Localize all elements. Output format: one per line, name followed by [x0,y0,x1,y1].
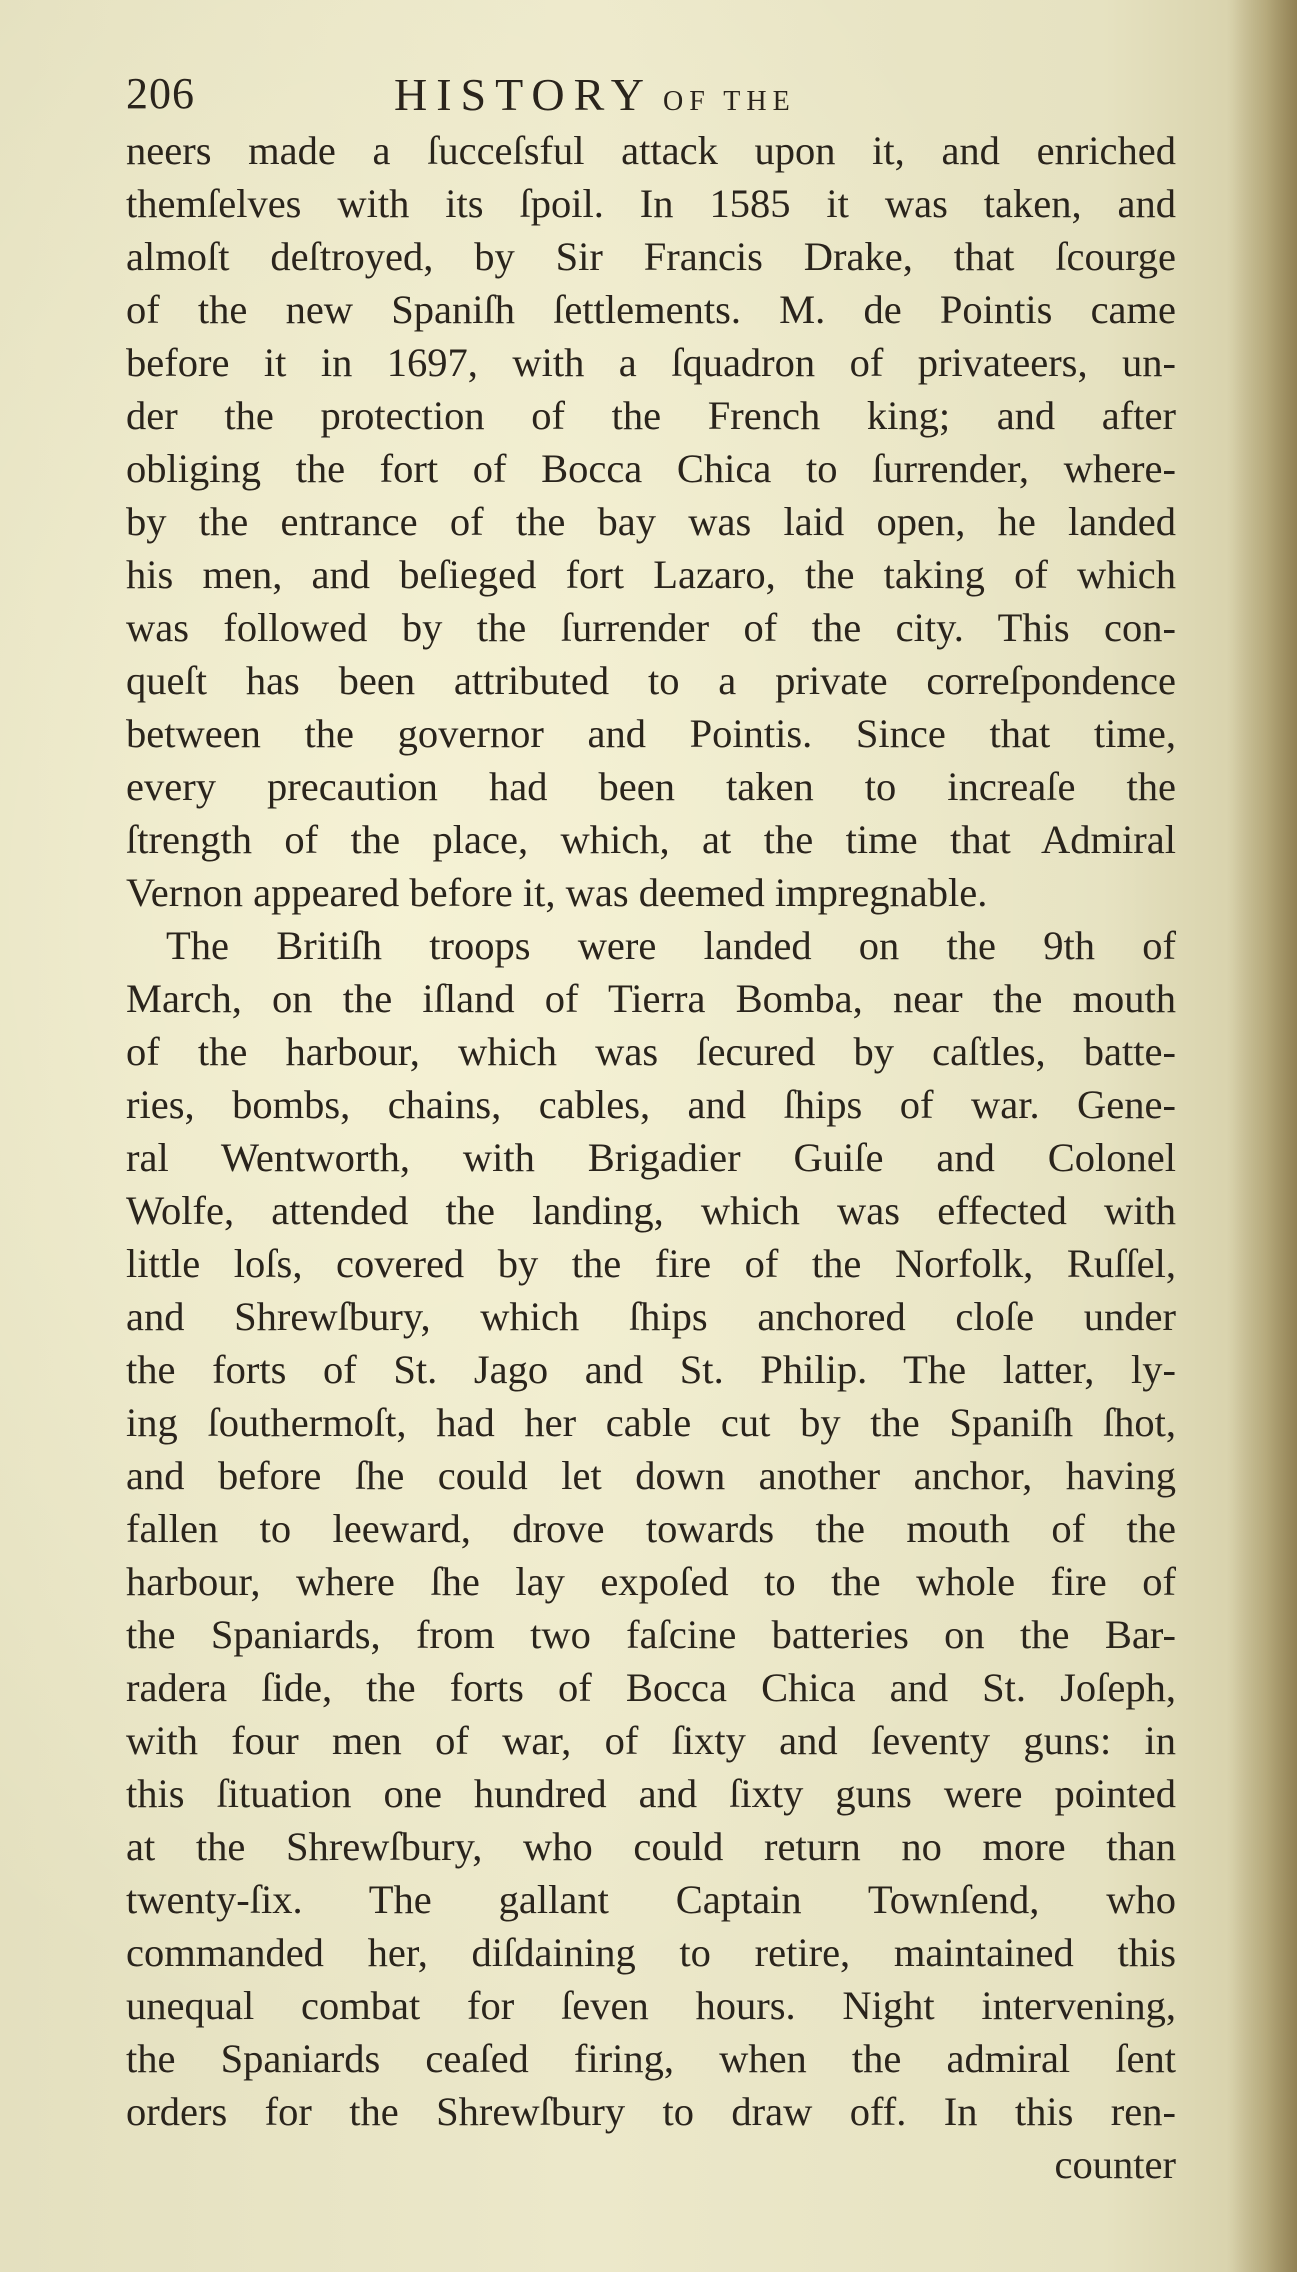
text-line: was followed by the ſurrender of the city. This con- [126,605,1176,650]
page-number: 206 [126,69,195,118]
text-line: unequal combat for ſeven hours. Night intervening, [126,1983,1176,2028]
text-line: his men, and beſieged fort Lazaro, the taking of which [126,552,1176,597]
spine-shadow [1227,0,1297,2272]
paragraph-first-line: The Britiſh troops were landed on the 9th of [166,923,1176,968]
text-line: almoſt deſtroyed, by Sir Francis Drake, that ſcourge [126,234,1176,279]
text-line: Vernon appeared before it, was deemed impregnable. [126,870,988,915]
text-line: ing ſouthermoſt, had her cable cut by the Spaniſh ſhot, [126,1400,1176,1445]
text-line: of the harbour, which was ſecured by caſtles, batte- [126,1029,1176,1074]
catchword: counter [1054,2142,1176,2187]
running-title-main: HISTORY [394,69,653,120]
text-line: the Spaniards, from two faſcine batteries on the Bar- [126,1612,1176,1657]
text-line: ral Wentworth, with Brigadier Guiſe and Colonel [126,1135,1176,1180]
running-head [126,68,1176,128]
text-line: queſt has been attributed to a private correſpondence [126,658,1176,703]
text-line: twenty-ſix. The gallant Captain Townſend, who [126,1877,1176,1922]
text-line: with four men of war, of ſixty and ſeventy guns: in [126,1718,1176,1763]
text-line: at the Shrewſbury, who could return no more than [126,1824,1176,1869]
text-line: der the protection of the French king; and after [126,393,1176,438]
text-line: orders for the Shrewſbury to draw off. In this ren- [126,2089,1176,2134]
text-line: before it in 1697, with a ſquadron of privateers, un- [126,340,1176,385]
body-text [126,124,1176,2191]
text-line: and Shrewſbury, which ſhips anchored cloſe under [126,1294,1176,1339]
text-line: fallen to leeward, drove towards the mouth of the [126,1506,1176,1551]
text-line: by the entrance of the bay was laid open, he landed [126,499,1176,544]
text-line: commanded her, diſdaining to retire, maintained this [126,1930,1176,1975]
text-line: the forts of St. Jago and St. Philip. The latter, ly- [126,1347,1176,1392]
running-title [394,68,796,121]
text-line: between the governor and Pointis. Since that time, [126,711,1176,756]
text-line: ries, bombs, chains, cables, and ſhips of war. Gene- [126,1082,1176,1127]
text-line: themſelves with its ſpoil. In 1585 it was taken, and [126,181,1176,226]
text-line: obliging the fort of Bocca Chica to ſurrender, where- [126,446,1176,491]
text-line: and before ſhe could let down another anchor, having [126,1453,1176,1498]
running-title-suffix: OF THE [662,86,796,117]
text-line: Wolfe, attended the landing, which was effected with [126,1188,1176,1233]
text-line: this ſituation one hundred and ſixty guns were pointed [126,1771,1176,1816]
text-line: harbour, where ſhe lay expoſed to the whole fire of [126,1559,1176,1604]
text-line: March, on the iſland of Tierra Bomba, near the mouth [126,976,1176,1021]
text-line: the Spaniards ceaſed firing, when the admiral ſent [126,2036,1176,2081]
text-line: every precaution had been taken to increaſe the [126,764,1176,809]
text-line: of the new Spaniſh ſettlements. M. de Pointis came [126,287,1176,332]
text-line: neers made a ſucceſsful attack upon it, and enriched [126,128,1176,173]
text-line: little loſs, covered by the fire of the Norfolk, Ruſſel, [126,1241,1176,1286]
text-line: ſtrength of the place, which, at the time that Admiral [126,817,1176,862]
text-line: radera ſide, the forts of Bocca Chica and St. Joſeph, [126,1665,1176,1710]
